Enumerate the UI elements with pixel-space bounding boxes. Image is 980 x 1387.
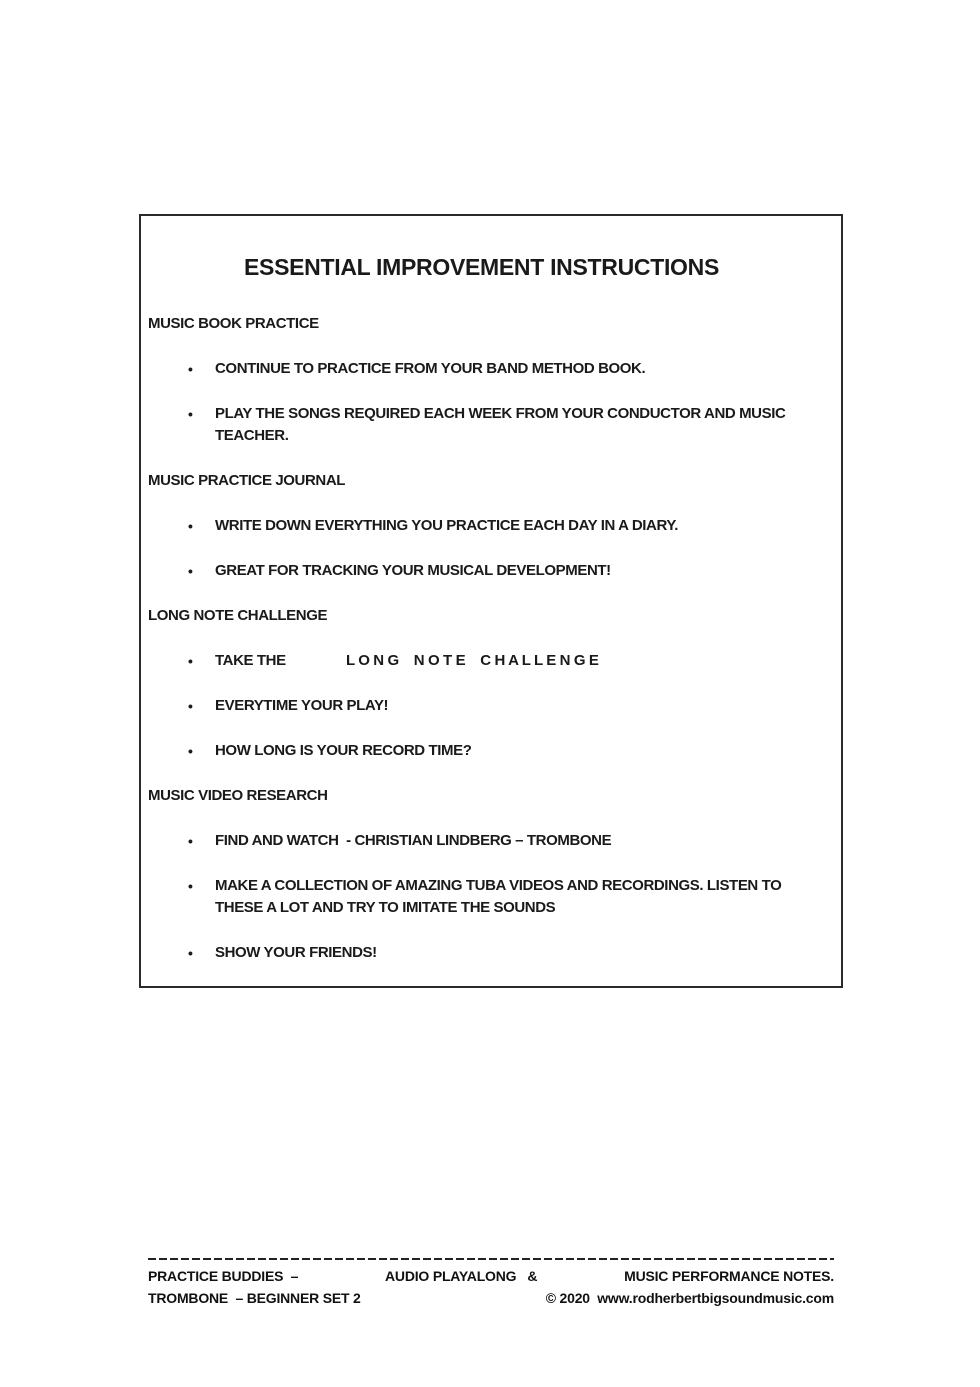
bullet-icon: • (188, 743, 193, 759)
list-item-text: GREAT FOR TRACKING YOUR MUSICAL DEVELOPMENT! (215, 562, 611, 579)
bullet-icon: • (188, 945, 193, 961)
bullet-icon: • (188, 361, 193, 377)
footer-performance-notes-label: MUSIC PERFORMANCE NOTES. (624, 1268, 834, 1284)
instruction-box (139, 214, 843, 988)
bullet-icon: • (188, 518, 193, 534)
list-item-text: TAKE THE L O N G N O T E C H A L L E N G E (215, 652, 599, 669)
footer-instrument-label: TROMBONE – BEGINNER SET 2 (148, 1290, 361, 1306)
list-item (148, 358, 815, 380)
list-item (148, 875, 815, 919)
bullet-icon: • (188, 698, 193, 714)
list-item-text: MAKE A COLLECTION OF AMAZING TUBA VIDEOS AND RECORDINGS. LISTEN TO THESE A LOT AND TRY TO IMITATE THE SOUNDS (215, 877, 786, 916)
list-item-text: WRITE DOWN EVERYTHING YOU PRACTICE EACH DAY IN A DIARY. (215, 517, 679, 534)
bullet-icon: • (188, 833, 193, 849)
page-footer (148, 1257, 834, 1309)
page-title: ESSENTIAL IMPROVEMENT INSTRUCTIONS (244, 254, 719, 280)
list-item-text: CONTINUE TO PRACTICE FROM YOUR BAND METHOD BOOK. (215, 360, 646, 377)
list-item (148, 740, 815, 762)
section-heading-music-book-practice: MUSIC BOOK PRACTICE (148, 315, 319, 332)
list-item (148, 403, 815, 447)
list-item-text: PLAY THE SONGS REQUIRED EACH WEEK FROM YOUR CONDUCTOR AND MUSIC TEACHER. (215, 405, 790, 444)
list-item (148, 560, 815, 582)
list-item (148, 695, 815, 717)
list-item (148, 650, 815, 672)
footer-series-label: PRACTICE BUDDIES – (148, 1268, 299, 1284)
footer-divider (148, 1257, 834, 1260)
footer-row-2 (148, 1287, 834, 1309)
list-item (148, 515, 815, 537)
bullet-icon: • (188, 878, 193, 894)
bullet-icon: • (188, 406, 193, 422)
section-heading-music-practice-journal: MUSIC PRACTICE JOURNAL (148, 472, 346, 489)
bullet-icon: • (188, 563, 193, 579)
footer-copyright-url: © 2020 www.rodherbertbigsoundmusic.com (545, 1290, 834, 1306)
list-item (148, 830, 815, 852)
list-item-text: EVERYTIME YOUR PLAY! (215, 697, 389, 714)
list-item-text: FIND AND WATCH - CHRISTIAN LINDBERG – TROMBONE (215, 832, 612, 849)
list-item-text: SHOW YOUR FRIENDS! (215, 944, 377, 961)
footer-audio-playalong-label: AUDIO PLAYALONG & (385, 1268, 538, 1284)
section-heading-long-note-challenge: LONG NOTE CHALLENGE (148, 607, 328, 624)
list-item-text: HOW LONG IS YOUR RECORD TIME? (215, 742, 472, 759)
bullet-icon: • (188, 653, 193, 669)
list-item (148, 942, 815, 964)
footer-row-1 (148, 1265, 834, 1287)
section-heading-music-video-research: MUSIC VIDEO RESEARCH (148, 787, 328, 804)
